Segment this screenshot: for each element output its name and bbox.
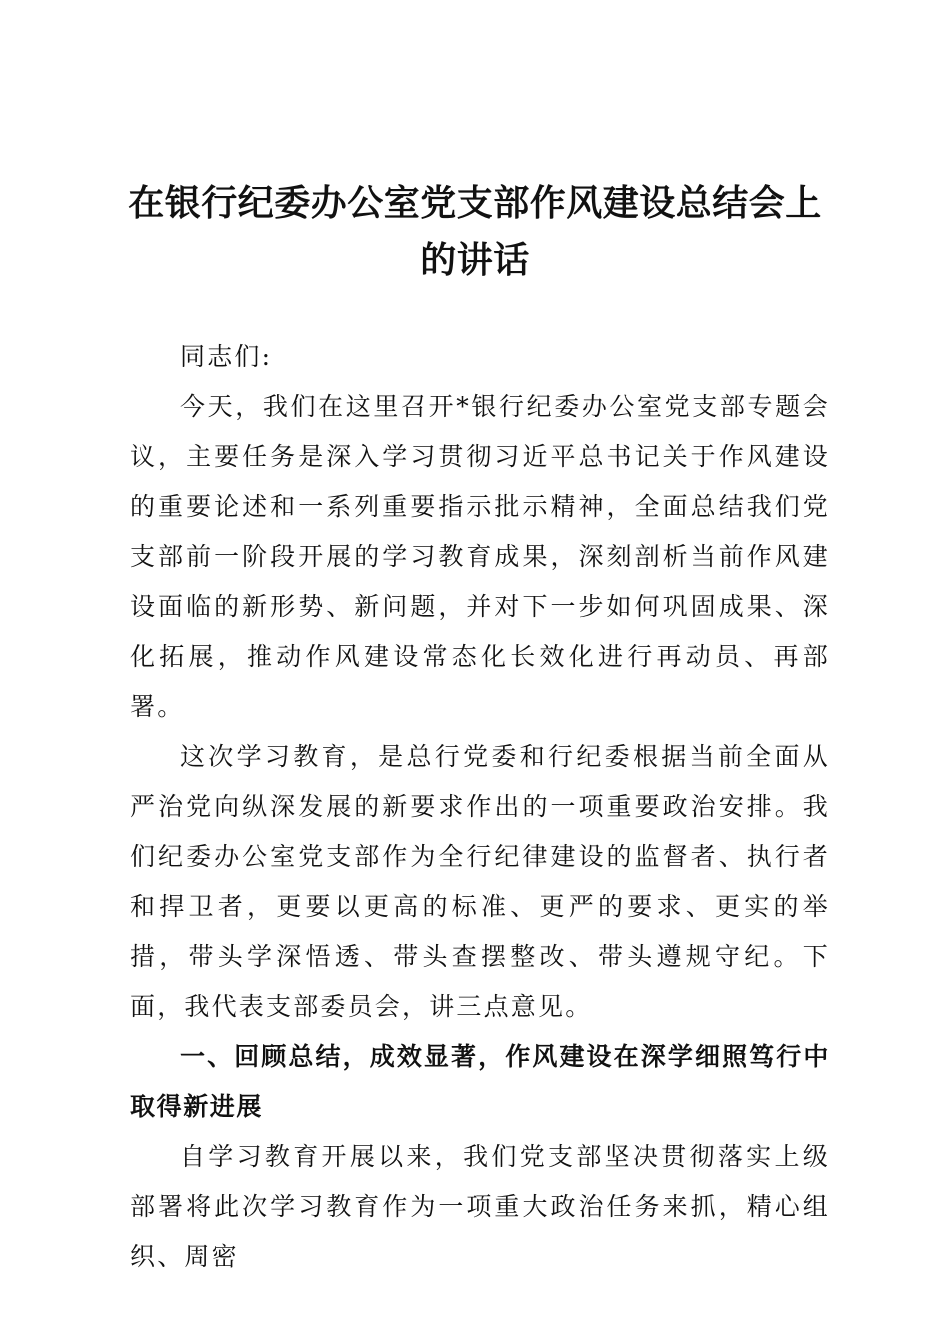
paragraph-intro: 今天，我们在这里召开*银行纪委办公室党支部专题会议，主要任务是深入学习贯彻习近平总书记关于作风建设的重要论述和一系列重要指示批示精神，全面总结我们党支部前一阶段开展的学习教育成果，深刻剖析当前作风建设面临的新形势、新问题，并对下一步如何巩固成果、深化拓展，推动作风建设常态化长效化进行再动员、再部署。 — [130, 392, 830, 721]
section-1-paragraph: 自学习教育开展以来，我们党支部坚决贯彻落实上级部署将此次学习教育作为一项重大政治任务来抓，精心组织、周密 — [130, 1142, 830, 1271]
salutation: 同志们: — [180, 342, 273, 371]
paragraph-context: 这次学习教育，是总行党委和行纪委根据当前全面从严治党向纵深发展的新要求作出的一项重要政治安排。我们纪委办公室党支部作为全行纪律建设的监督者、执行者和捍卫者，更要以更高的标准、更严的要求、更实的举措，带头学深悟透、带头查摆整改、带头遵规守纪。下面，我代表支部委员会，讲三点意见。 — [130, 742, 830, 1021]
document-body — [130, 332, 830, 1282]
document-title: 在银行纪委办公室党支部作风建设总结会上的讲话 — [128, 182, 822, 281]
section-heading-1: 一、回顾总结，成效显著，作风建设在深学细照笃行中取得新进展 — [130, 1042, 830, 1121]
